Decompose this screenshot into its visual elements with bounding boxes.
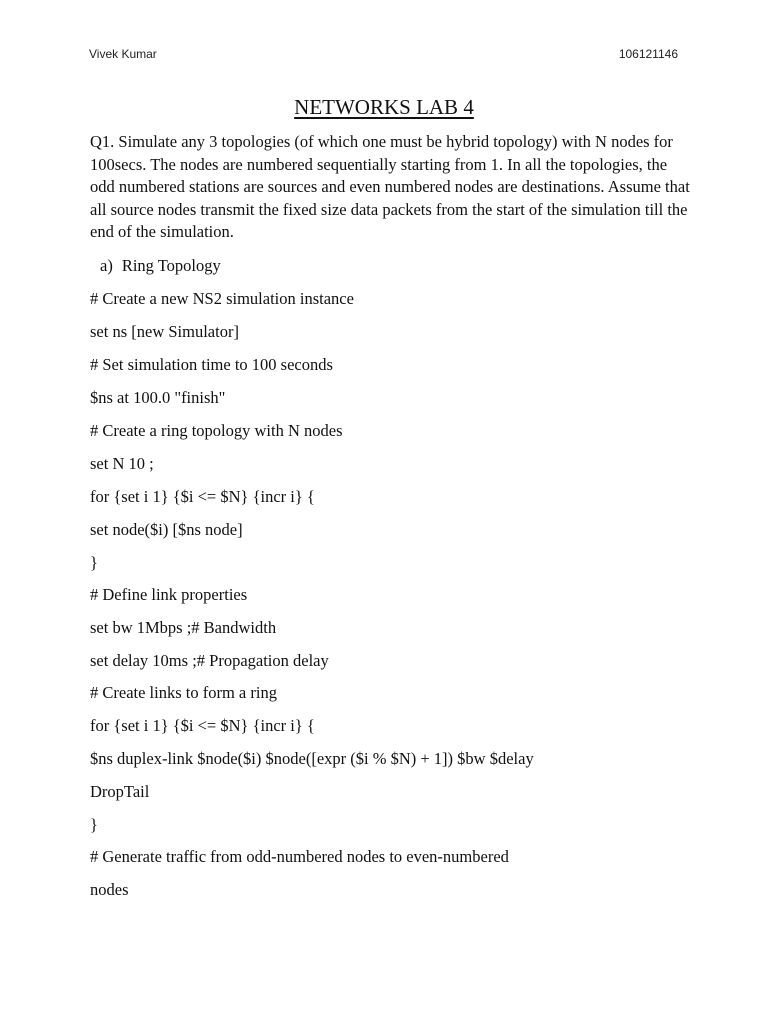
code-line: for {set i 1} {$i <= $N} {incr i} { [90, 716, 315, 735]
code-line: } [90, 553, 98, 572]
question-text: Q1. Simulate any 3 topologies (of which one must be hybrid topology) with N nodes for 100secs. The nodes are numbered sequentially starting from 1. In all the topologies, the odd numbered stations are sources and even numbered nodes are destinations. Assume that all source nodes transmit the fixed size data packets from the start of the simulation till the end of the simulation. [90, 132, 690, 242]
section-marker: a) [100, 256, 113, 275]
section-label: Ring Topology [121, 256, 221, 275]
code-line: $ns at 100.0 "finish" [90, 388, 226, 407]
code-line: $ns duplex-link $node($i) $node([expr ($i % $N) + 1]) $bw $delay [90, 749, 534, 768]
author-name: Vivek Kumar [89, 47, 157, 61]
code-line: set delay 10ms ;# Propagation delay [90, 651, 329, 670]
code-line: # Create links to form a ring [90, 683, 277, 702]
code-line: } [90, 815, 98, 834]
code-line: set ns [new Simulator] [90, 322, 239, 341]
section-heading [100, 256, 221, 276]
roll-number: 106121146 [618, 47, 678, 61]
code-line: # Create a new NS2 simulation instance [90, 289, 354, 308]
code-line: for {set i 1} {$i <= $N} {incr i} { [90, 487, 315, 506]
code-line: # Define link properties [90, 585, 248, 604]
title-text: NETWORKS LAB 4 [294, 95, 474, 119]
code-line: # Set simulation time to 100 seconds [90, 355, 333, 374]
code-line: set node($i) [$ns node] [90, 520, 243, 539]
code-line: DropTail [90, 782, 150, 801]
code-line: nodes [90, 880, 129, 899]
code-line: set bw 1Mbps ;# Bandwidth [90, 618, 277, 637]
code-line: # Generate traffic from odd-numbered nodes to even-numbered [90, 847, 509, 866]
code-line: set N 10 ; [90, 454, 154, 473]
page-title [0, 95, 768, 120]
code-line: # Create a ring topology with N nodes [90, 421, 343, 440]
